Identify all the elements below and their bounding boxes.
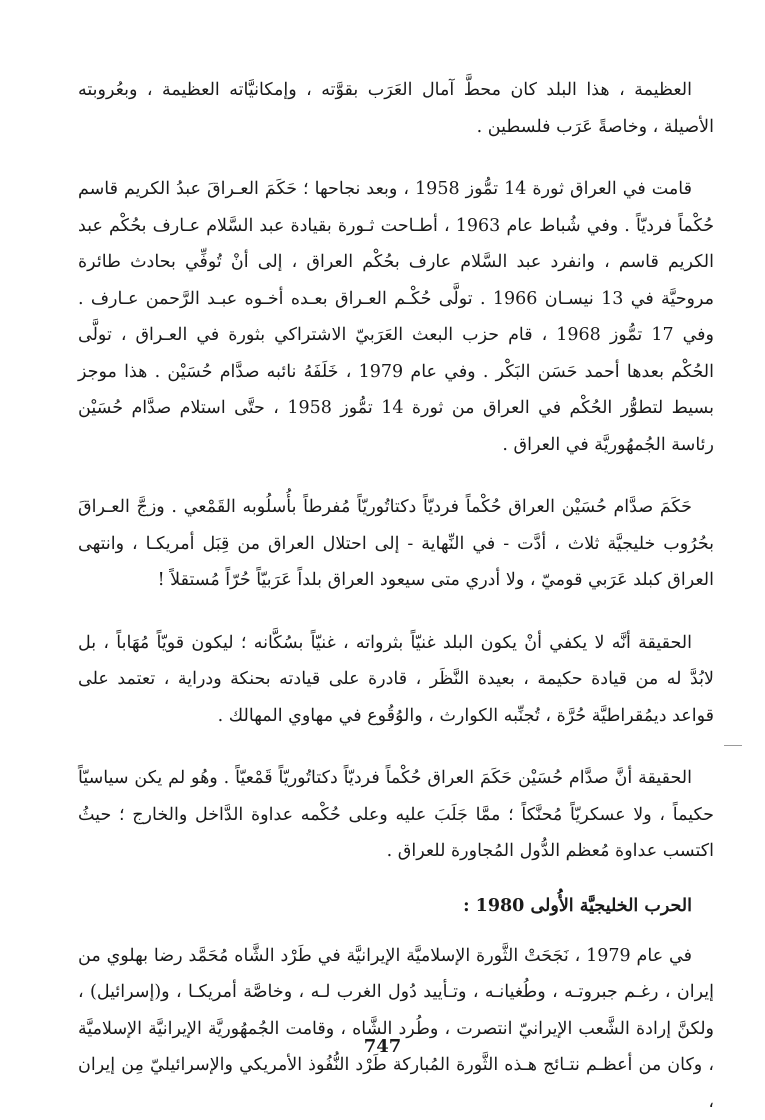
paragraph-spacer: [78, 599, 714, 625]
paragraph-2: قامت في العراق ثورة 14 تمُّوز 1958 ، وبعد نجاحها ؛ حَكَمَ العـراقَ عبدُ الكريم قاسم حُكْماً فرديّاً . وفي شُباط عام 1963 ، أطـاحت ثـورة بقيادة عبد السَّلام عـارف بحُكْم عبد الكريم قاسم ، وانفرد عبد السَّلام عارف بحُكْم العراق ، إلى أنْ تُوفِّي بحادث طائرة مروحيَّة في 13 نيسـان 1966 . تولَّى حُكْـم العـراق بعـده أخـوه عبـد الرَّحمن عـارف . وفي 17 تمُّوز 1968 ، قام حزب البعث العَرَبيّ الاشتراكي بثورة في العـراق ، تولَّى الحُكْم بعدها أحمد حَسَن البَكْر . وفي عام 1979 ، خَلَفَهُ نائبه صدَّام حُسَيْن . هذا موجز بسيط لتطوُّر الحُكْم في العراق من ثورة 14 تمُّوز 1958 ، حتَّى استلام صدَّام حُسَيْن رئاسة الجُمهُوريَّة في العراق .: [78, 171, 714, 463]
paragraph-spacer: [78, 870, 714, 888]
paragraph-spacer: [78, 924, 714, 938]
page-number: 747: [0, 1036, 765, 1057]
paragraph-spacer: [78, 463, 714, 489]
section-heading: الحرب الخليجيَّة الأُولى 1980 :: [78, 888, 714, 924]
page-body: [78, 72, 714, 1120]
paragraph-1: العظيمة ، هذا البلد كان محطَّ آمال العَرَب بقوَّته ، وإمكانيَّاته العظيمة ، وبعُروبته الأصيلة ، وخاصةً عَرَب فلسطين .: [78, 72, 714, 145]
paragraph-4: الحقيقة أنَّه لا يكفي أنْ يكون البلد غنيّاً بثرواته ، غنيّاً بسُكَّانه ؛ ليكون قويّاً مُهَاباً ، بل لابُدَّ له من قيادة حكيمة ، بعيدة النَّظَر ، قادرة على قيادته بحنكة ودراية ، تعتمد على قواعد ديمُقراطيَّة حُرَّة ، تُجنِّبه الكوارث ، والوُقُوع في مهاوي المهالك .: [78, 625, 714, 735]
paragraph-3: حَكَمَ صدَّام حُسَيْن العراق حُكْماً فرديّاً دكتاتُوريّاً مُفرطاً بأُسلُوبه القَمْعي . وزجَّ العـراقَ بحُرُوب خليجيَّة ثلاث ، أدَّت - في النِّهاية - إلى احتلال العراق من قِبَل أمريكـا ، وانتهى العراق كبلد عَرَبي قوميّ ، ولا أدري متى سيعود العراق بلداً عَرَبيّاً حُرّاً مُستقلاً !: [78, 489, 714, 599]
paragraph-spacer: [78, 734, 714, 760]
paragraph-6: في عام 1979 ، نَجَحَتْ الثَّورة الإسلاميَّة الإيرانيَّة في طَرْد الشَّاه مُحَمَّد رضا بهلوي من إيران ، رغـم جبروتـه ، وطُغيانـه ، وتـأييد دُول الغرب لـه ، وخاصَّة أمريكـا ، و(إسرائيل) ، ولكنَّ إرادة الشَّعب الإيرانيّ انتصرت ، وطُرد الشَّاه ، وقامت الجُمهُوريَّة الإيرانيَّة الإسلاميَّة ، وكان من أعظـم نتـائج هـذه الثَّورة المُباركة طَرْد النُّفُوذ الأمريكي والإسرائيليّ مِن إيران ،: [78, 938, 714, 1120]
margin-mark: [724, 745, 742, 746]
paragraph-spacer: [78, 145, 714, 171]
paragraph-5: الحقيقة أنَّ صدَّام حُسَيْن حَكَمَ العراق حُكْماً فرديّاً دكتاتُوريّاً قَمْعيّاً . وهُو لم يكن سياسيّاً حكيماً ، ولا عسكريّاً مُحنَّكاً ؛ ممَّا جَلَبَ عليه وعلى حُكْمه عداوة الدَّاخل والخارج ؛ حيثُ اكتسب عداوة مُعظم الدُّول المُجاورة للعراق .: [78, 760, 714, 870]
